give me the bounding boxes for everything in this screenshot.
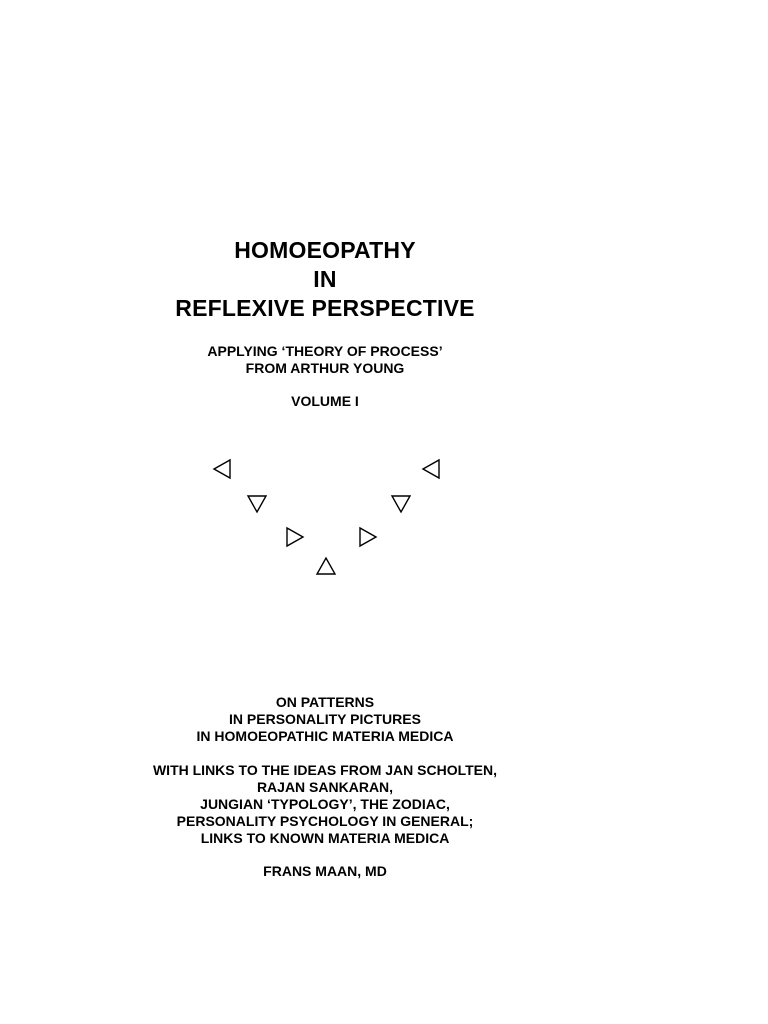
patterns-line: ON PATTERNS xyxy=(275,694,375,710)
links-description xyxy=(100,762,550,847)
triangle-right-icon xyxy=(357,526,379,548)
links-line: LINKS TO KNOWN MATERIA MEDICA xyxy=(200,830,450,846)
links-line: WITH LINKS TO THE IDEAS FROM JAN SCHOLTEN, xyxy=(152,762,498,778)
triangle-left-icon xyxy=(420,458,442,480)
book-title xyxy=(100,236,550,323)
subtitle xyxy=(100,343,550,377)
triangle-down-icon xyxy=(390,493,412,515)
author-name: FRANS MAAN, MD xyxy=(263,863,387,879)
links-line: PERSONALITY PSYCHOLOGY IN GENERAL; xyxy=(176,813,474,829)
triangle-right-icon xyxy=(284,526,306,548)
subtitle-line: FROM ARTHUR YOUNG xyxy=(245,360,405,376)
patterns-description xyxy=(100,694,550,745)
subtitle-line: APPLYING ‘THEORY OF PROCESS’ xyxy=(207,343,443,359)
volume-label: VOLUME I xyxy=(291,393,359,409)
title-line: HOMOEOPATHY xyxy=(234,237,416,263)
links-line: RAJAN SANKARAN, xyxy=(256,779,394,795)
triangle-left-icon xyxy=(211,458,233,480)
triangle-down-icon xyxy=(246,493,268,515)
triangle-up-icon xyxy=(315,555,337,577)
title-line: REFLEXIVE PERSPECTIVE xyxy=(175,295,475,321)
title-line: IN xyxy=(313,266,337,292)
links-line: JUNGIAN ‘TYPOLOGY’, THE ZODIAC, xyxy=(200,796,450,812)
patterns-line: IN PERSONALITY PICTURES xyxy=(229,711,421,727)
patterns-line: IN HOMOEOPATHIC MATERIA MEDICA xyxy=(196,728,454,744)
